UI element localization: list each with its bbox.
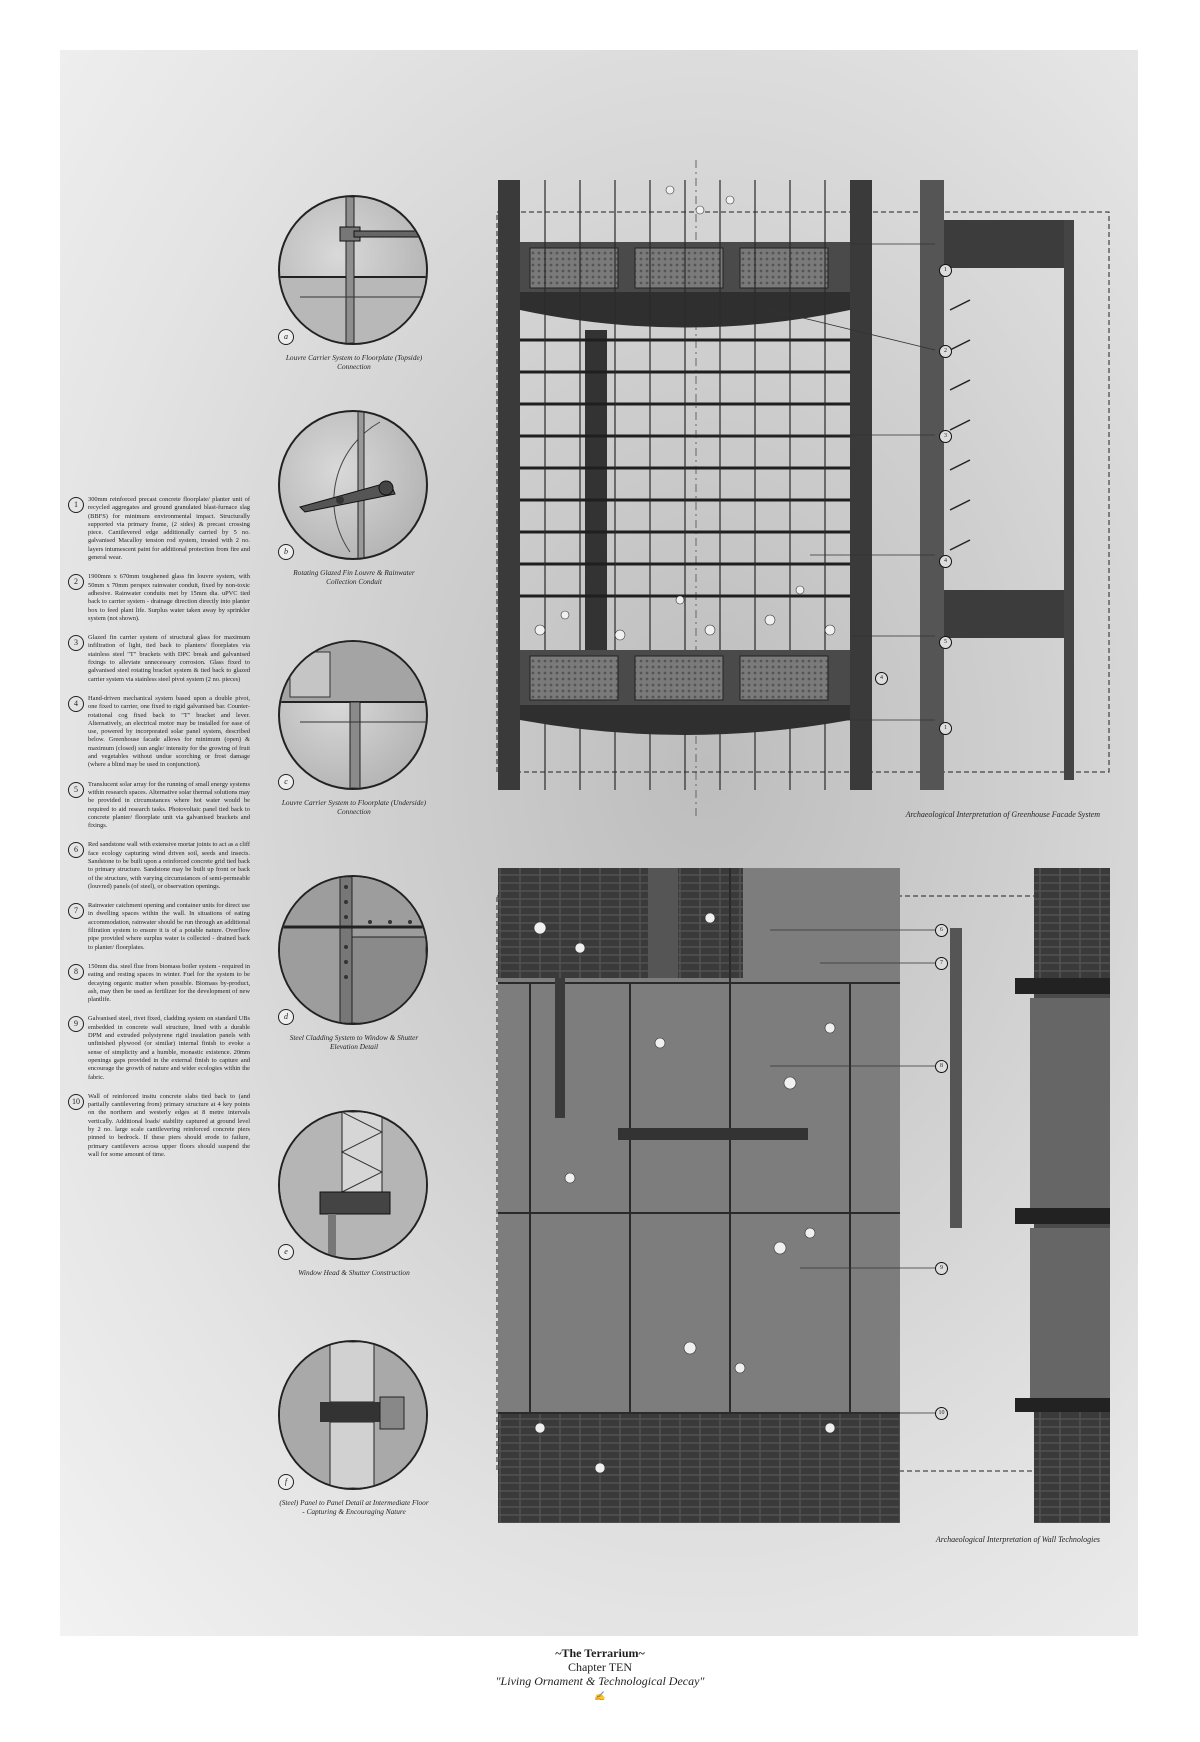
note-number: 10 bbox=[68, 1094, 84, 1110]
note-text: Galvanised steel, rivet fixed, cladding system on standard UBs embedded in concrete wall structure, lined with a durable DPM and extruded polystyrene rigid insulation panels with unfinished plywood (or similar) internal finish to evoke a sense of simplicity and a humble, monastic existence. 20mm openings gaps provided in the external finish to capture and encourage the growth of nature and wider ecologies within the fabric. bbox=[88, 1015, 250, 1081]
detail-d bbox=[278, 875, 430, 1051]
note-text: Hand-driven mechanical system based upon a double pivot, one fixed to carrier, one fixed to rigid galvanised bar. Counter-rotational cog fixed back to "T" bracket and lever. Alternatively, an electrical motor may be installed for ease of use, powered by incorporated solar panel system, described below. Greenhouse facade allows for minimum (open) & maximum (closed) sun angle/ intensity for the growing of fruit and vegetables without undue scorching or frost damage (where a blind may be used in conjunction). bbox=[88, 694, 250, 769]
detail-letter: c bbox=[278, 774, 294, 790]
wall-caption: Archaeological Interpretation of Wall Technologies bbox=[935, 1535, 1100, 1544]
greenhouse-callout: 3 bbox=[939, 430, 952, 443]
specification-notes bbox=[68, 496, 250, 1170]
detail-letter: a bbox=[278, 329, 294, 345]
note-number: 1 bbox=[68, 497, 84, 513]
note-number: 2 bbox=[68, 574, 84, 590]
note-text: 150mm dia. steel flue from biomass boiler system - required in eating and resting spaces in winter. Fuel for the system to be decaying organic matter when possible. Biomass by-product, ash, may then be used as fertilizer for the development of new plantlife. bbox=[88, 962, 250, 1004]
note-number: 6 bbox=[68, 842, 84, 858]
note-text: Translucent solar array for the running of small energy systems within research spaces. Alternative solar thermal solutions may be provided in circumstances where hot water would be required to aid research tasks. Photovoltaic panel tied back to concrete planter/ floorplate unit via galvanised brackets and fixings. bbox=[88, 780, 250, 830]
detail-d-drawing bbox=[278, 875, 428, 1025]
note-number: 8 bbox=[68, 964, 84, 980]
detail-e bbox=[278, 1110, 430, 1277]
note-text: Rainwater catchment opening and container units for direct use in dwelling spaces within the wall. In situations of eating accommodation, rainwater should be run through an additional filtration system to ensure it is of a potable nature. Overflow pipe provided where surplus water is collected - drained back to planter/ floorplates. bbox=[88, 902, 250, 951]
greenhouse-facade-drawing bbox=[470, 160, 1110, 820]
note-number: 4 bbox=[68, 696, 84, 712]
detail-e-drawing bbox=[278, 1110, 428, 1260]
note bbox=[68, 695, 250, 770]
detail-letter: e bbox=[278, 1244, 294, 1260]
detail-caption: Steel Cladding System to Window & Shutter Elevation Detail bbox=[289, 1033, 419, 1051]
note-text: Wall of reinforced insitu concrete slabs tied back to (and partially cantilevering from) primary structure at 4 key points on the northern and westerly edges at 8 metre intervals vertically. Additional loads/ stability captured at ground level by 2 no. large scale cantilevering reinforced concrete piers pinned to bedrock. If these piers should erode to failure, primary cantilevers across upper floors should suspend the wall for some amount of time. bbox=[88, 1092, 250, 1158]
greenhouse-callout: 4 bbox=[939, 555, 952, 568]
wall-callout: 6 bbox=[935, 924, 948, 937]
detail-letter: d bbox=[278, 1009, 294, 1025]
note-number: 3 bbox=[68, 635, 84, 651]
wall-callout: 9 bbox=[935, 1262, 948, 1275]
signature-icon: ✍ bbox=[594, 1691, 606, 1701]
note-text: 1900mm x 670mm toughened glass fin louvre system, with 50mm x 70mm perspex rainwater conduit, fixed by non-toxic adhesive. Rainwater conduits met by 15mm dia. uPVC tied back to carrier system - drainage direction directly into planter box to feed plant life. Surplus water taken away by sprinkler system (not shown). bbox=[88, 573, 250, 622]
detail-b bbox=[278, 410, 430, 586]
chapter-label: Chapter TEN bbox=[567, 1660, 633, 1674]
greenhouse-callout: 5 bbox=[939, 636, 952, 649]
wall-technologies-drawing bbox=[470, 868, 1110, 1523]
note bbox=[68, 1015, 250, 1081]
detail-c bbox=[278, 640, 430, 816]
note-text: 300mm reinforced precast concrete floorplate/ planter unit of recycled aggregates and ground granulated blast-furnace slag (BBFS) for minimum environmental impact. Structurally supported via primary frame, (2 sides) & precast crossing piece. Cantilevered edge additionally carried by 5 no. galvanised Macalloy tension rod system, treated with 2 no. layers intumescent paint for additional protection from fire and general wear. bbox=[88, 496, 250, 562]
note-number: 9 bbox=[68, 1016, 84, 1032]
greenhouse-callout: 1 bbox=[939, 722, 952, 735]
detail-f bbox=[278, 1340, 430, 1516]
detail-caption: Louvre Carrier System to Floorplate (Underside) Connection bbox=[281, 798, 427, 816]
note bbox=[68, 634, 250, 684]
note bbox=[68, 963, 250, 1004]
detail-f-drawing bbox=[278, 1340, 428, 1490]
note-number: 5 bbox=[68, 782, 84, 798]
note bbox=[68, 841, 250, 891]
wall-callout: 10 bbox=[935, 1407, 948, 1420]
note bbox=[68, 1093, 250, 1159]
note bbox=[68, 781, 250, 831]
detail-b-drawing bbox=[278, 410, 428, 560]
detail-caption: Rotating Glazed Fin Louvre & Rainwater Collection Conduit bbox=[293, 568, 415, 586]
greenhouse-callout: 1 bbox=[939, 264, 952, 277]
note-number: 7 bbox=[68, 903, 84, 919]
detail-caption: (Steel) Panel to Panel Detail at Intermediate Floor - Capturing & Encouraging Nature bbox=[279, 1498, 429, 1516]
detail-letter: b bbox=[278, 544, 294, 560]
sheet-title: ~The Terrarium~ bbox=[555, 1646, 645, 1660]
title-block bbox=[0, 1646, 1200, 1703]
detail-caption: Window Head & Shutter Construction bbox=[298, 1268, 410, 1277]
note-text: Red sandstone wall with extensive mortar joints to act as a cliff face ecology capturing wind driven soil, seeds and insects. Sandstone to be built upon a reinforced concrete grid tied back to primary structure. Sandstone may be built up front or back of the structure, with varying circumstances of semi-permeable (louvred) panels (of steel), or observation openings. bbox=[88, 841, 250, 890]
sheet-subtitle: "Living Ornament & Technological Decay" bbox=[495, 1674, 705, 1688]
detail-c-drawing bbox=[278, 640, 428, 790]
wall-callout: 7 bbox=[935, 957, 948, 970]
note bbox=[68, 902, 250, 952]
note-text: Glazed fin carrier system of structural glass for maximum infiltration of light, tied back to planters/ floorplates via stainless steel "T" brackets with DPC break and galvanised fixings to alleviate unnecessary corrosion. Glass fixed to galvanised steel rotating bracket system & tied back to glazed carrier system via stainless steel pivot system (2 no. pieces) bbox=[88, 634, 250, 683]
greenhouse-callout: 2 bbox=[939, 345, 952, 358]
detail-caption: Louvre Carrier System to Floorplate (Topside) Connection bbox=[285, 353, 423, 371]
detail-a bbox=[278, 195, 430, 371]
detail-letter: f bbox=[278, 1474, 294, 1490]
wall-callout: 8 bbox=[935, 1060, 948, 1073]
note bbox=[68, 573, 250, 623]
greenhouse-callout: 4 bbox=[875, 672, 888, 685]
detail-a-drawing bbox=[278, 195, 428, 345]
note bbox=[68, 496, 250, 562]
greenhouse-caption: Archaeological Interpretation of Greenhouse Facade System bbox=[905, 810, 1100, 819]
